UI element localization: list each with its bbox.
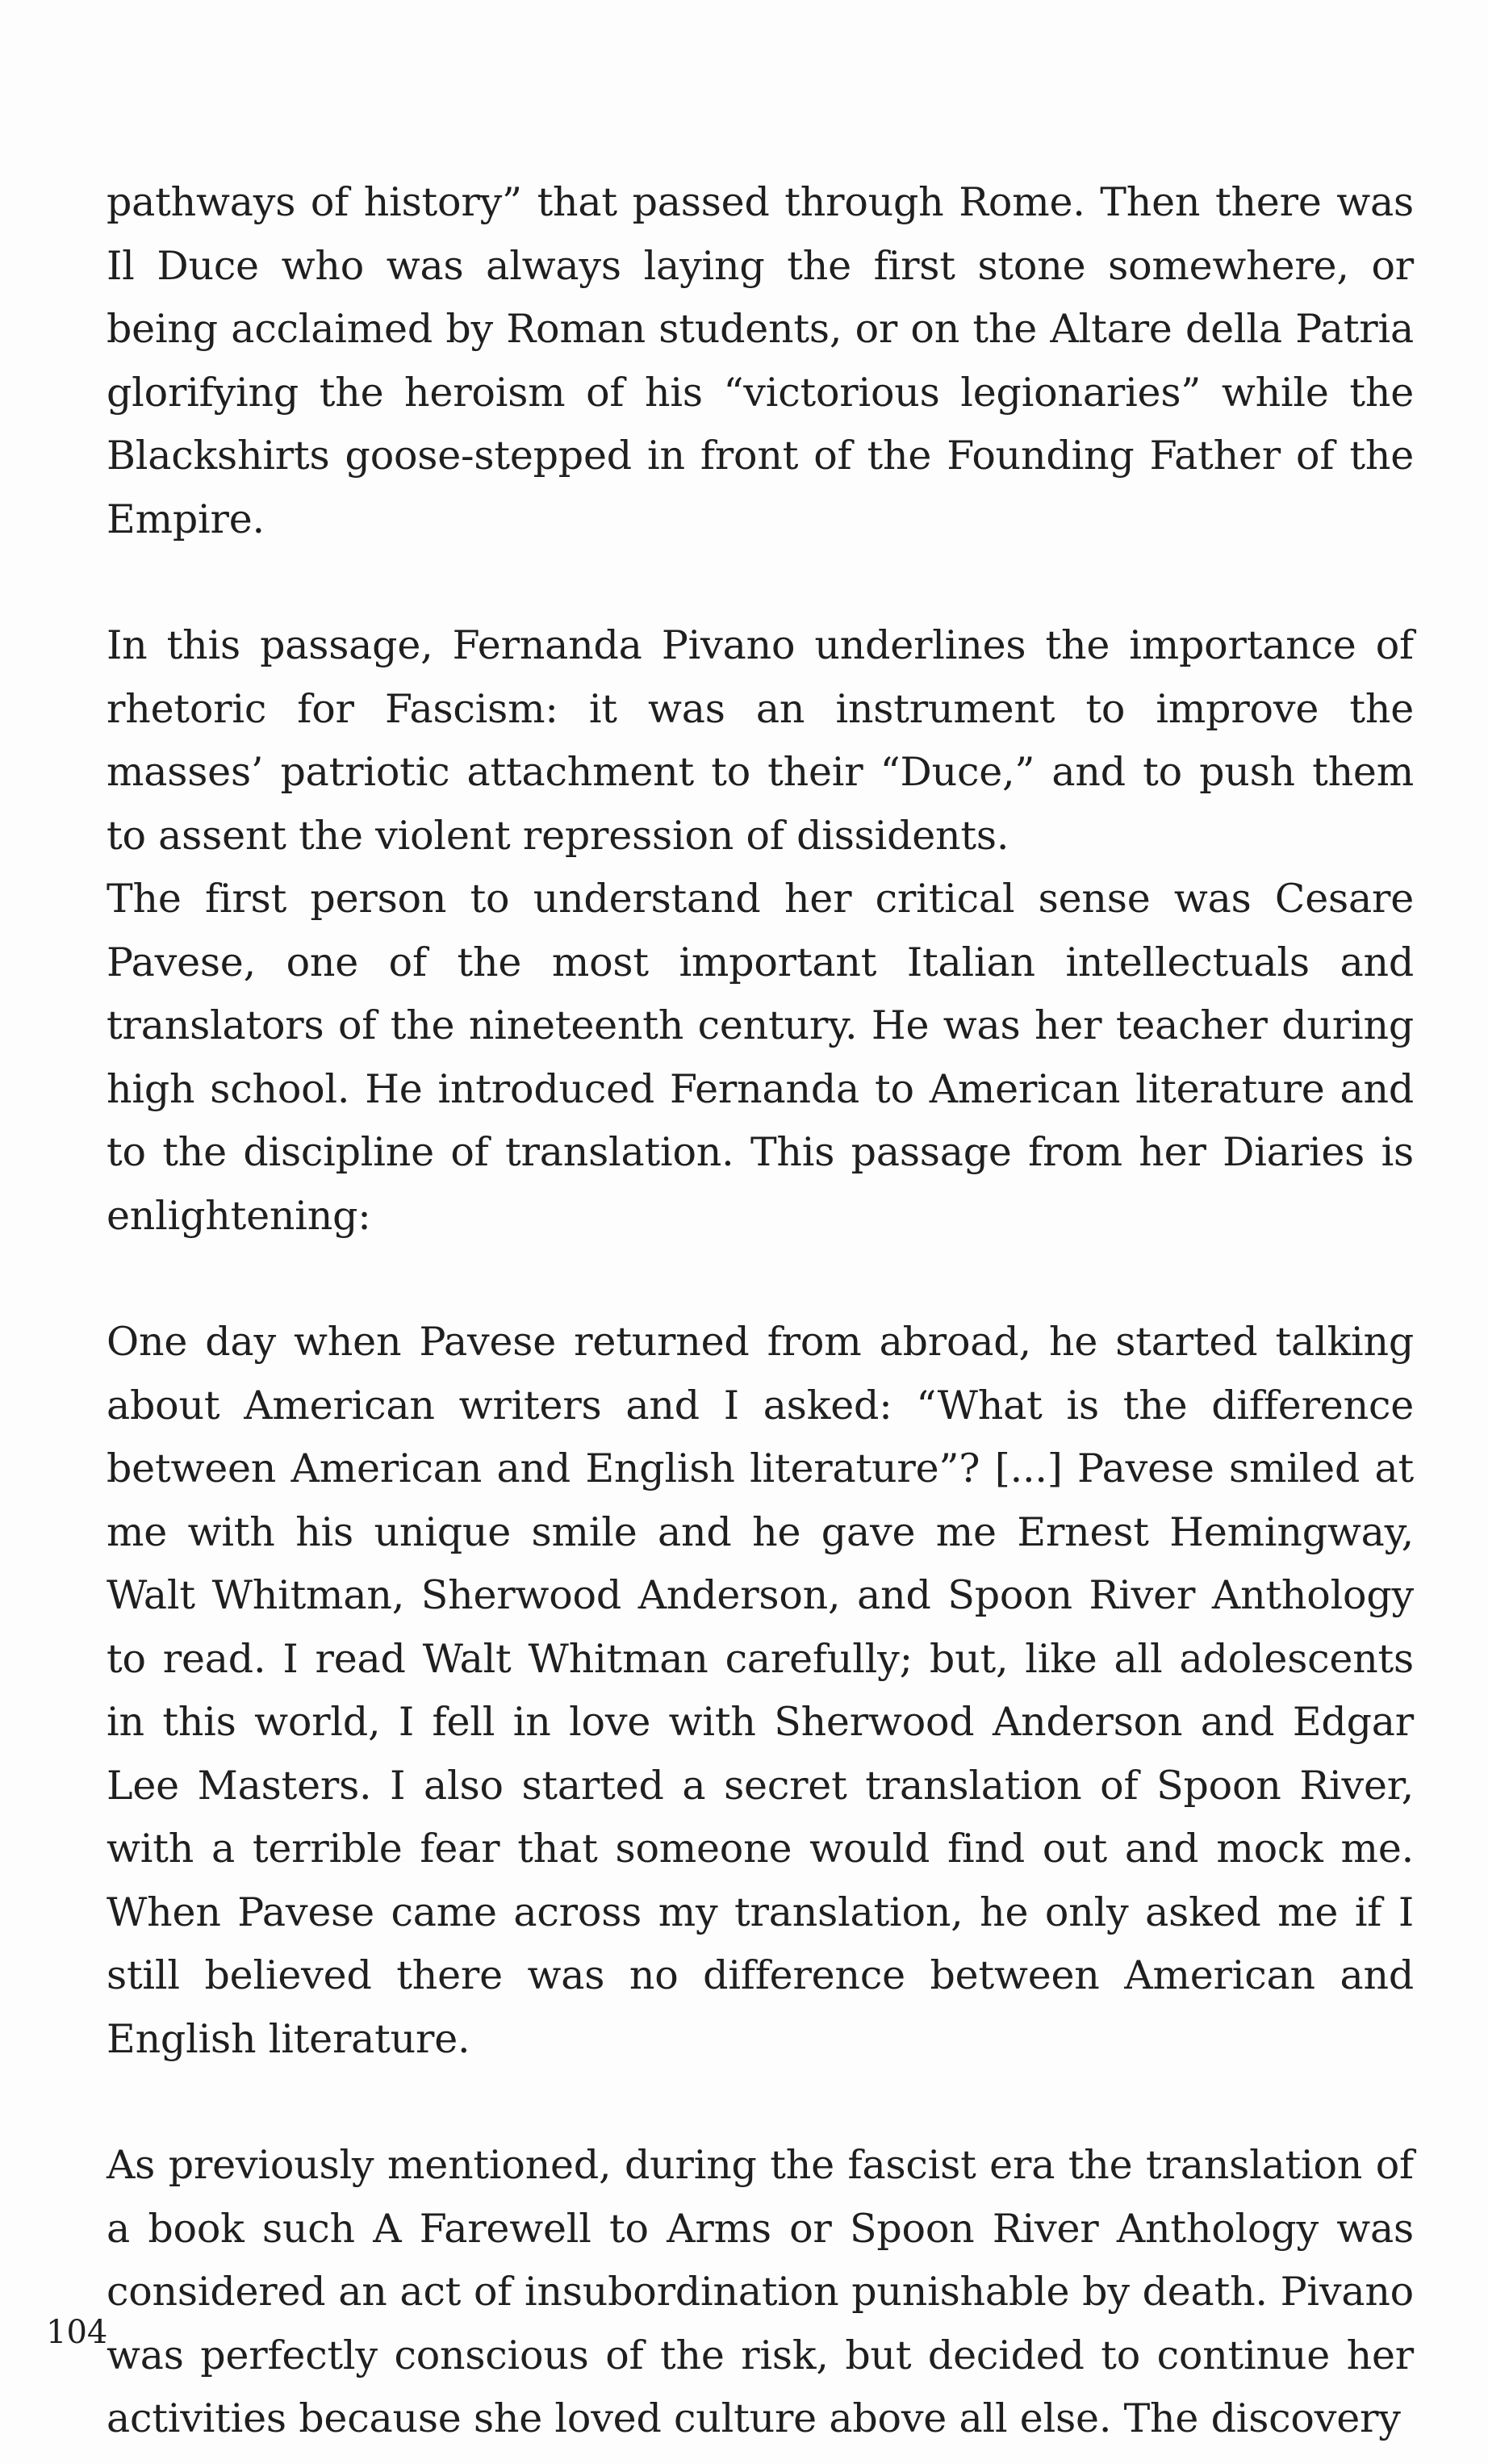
pavese-paragraph: The first person to understand her critical sense was Cesare Pavese, one of the most important Italian intellectuals and translators of the nineteenth century. He was her teacher during high school. He introduced Fernanda to American literature and to the discipline of translation. This passage from her Diaries is enlightening: (107, 876, 1414, 1239)
diary-quote-paragraph: One day when Pavese returned from abroad, he started talking about American writers and I asked: “What is the difference between American and English literature”? [...] Pavese smiled at me with his unique smile and he gave me Ernest Hemingway, Walt Whitman, Sherwood Anderson, and Spoon River Anthology to read. I read Walt Whitman carefully; but, like all adolescents in this world, I fell in love with Sherwood Anderson and Edgar Lee Masters. I also started a secret translation of Spoon River, with a terrible fear that someone would find out and mock me. When Pavese came across my translation, he only asked me if I still believed there was no difference between American and English literature. (107, 1319, 1414, 2062)
commentary-paragraph: In this passage, Fernanda Pivano underlines the importance of rhetoric for Fascism: it was an instrument to improve the masses’ patriotic attachment to their “Duce,” and to push them to assent the violent repression of dissidents. (107, 622, 1414, 859)
paragraph-gap (107, 551, 1414, 614)
paragraph-gap (107, 2071, 1414, 2134)
body-text (107, 171, 1414, 2451)
paragraph-gap (107, 1248, 1414, 1311)
quote-continuation-paragraph: pathways of history” that passed through Rome. Then there was Il Duce who was always laying the first stone somewhere, or being acclaimed by Roman students, or on the Altare della Patria glorifying the heroism of his “victorious legionaries” while the Blackshirts goose-stepped in front of the Founding Father of the Empire. (107, 179, 1414, 542)
closing-paragraph: As previously mentioned, during the fascist era the translation of a book such A Farewell to Arms or Spoon River Anthology was considered an act of insubordination punishable by death. Pivano was perfectly conscious of the risk, but decided to continue her activities because she loved culture above all else. The discovery (107, 2142, 1414, 2441)
page-number: 104 (46, 2314, 108, 2351)
